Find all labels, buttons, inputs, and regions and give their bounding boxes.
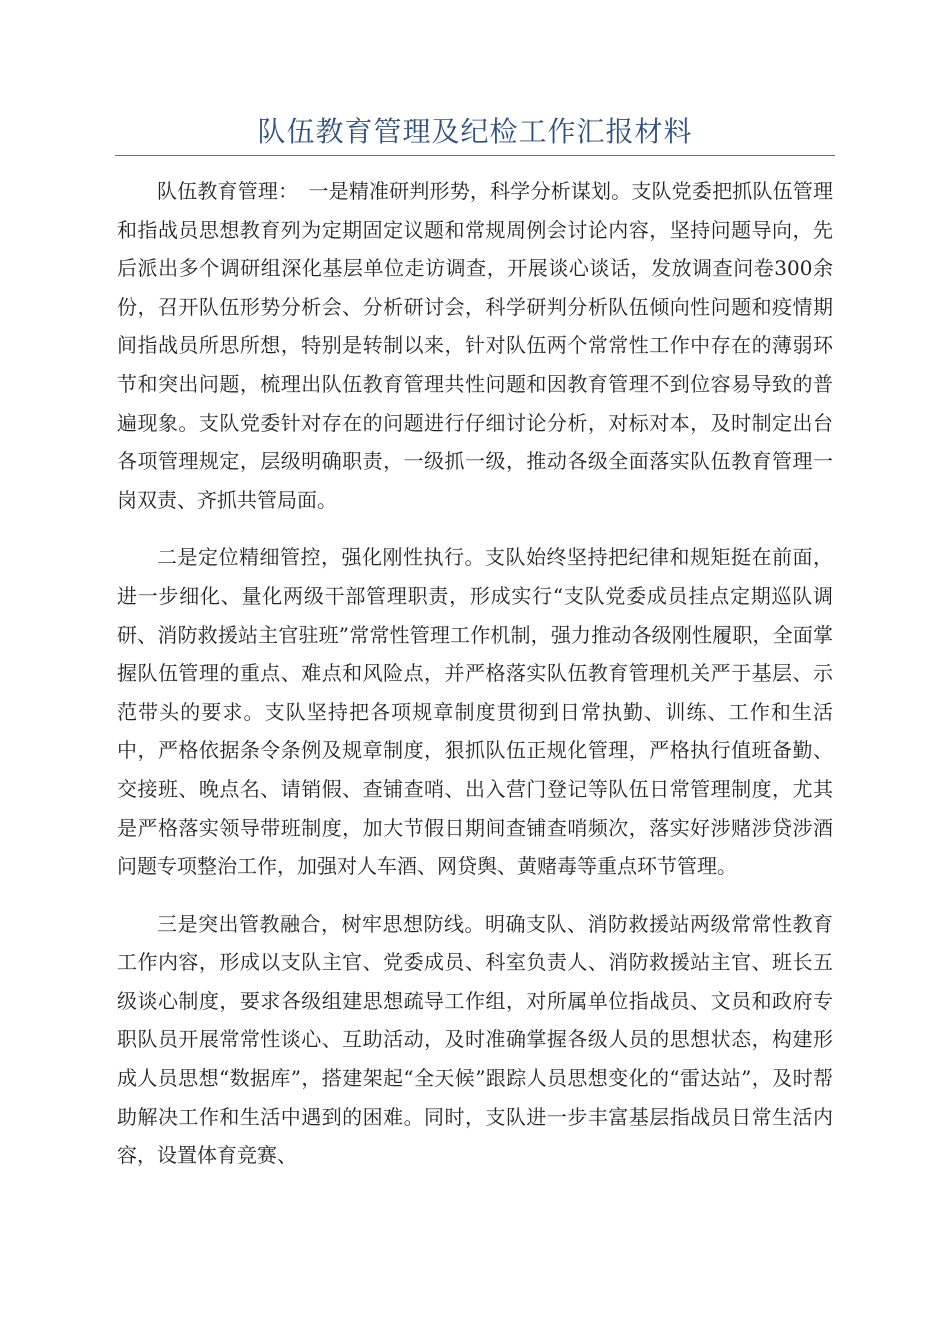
paragraph-precise-control: 二是定位精细管控，强化刚性执行。支队始终坚持把纪律和规矩挺在前面，进一步细化、量化两级干部管理职责，形成实行“支队党委成员挂点定期巡队调研、消防救援站主官驻班”常常性管理工作机制，强力推动各级刚性履职，全面掌握队伍管理的重点、难点和风险点，并严格落实队伍教育管理机关严于基层、示范带头的要求。支队坚持把各项规章制度贯彻到日常执勤、训练、工作和生活中，严格依据条令条例及规章制度，狠抓队伍正规化管理，严格执行值班备勤、交接班、晚点名、请销假、查铺查哨、出入营门登记等队伍日常管理制度，尤其是严格落实领导带班制度，加大节假日期间查铺查哨频次，落实好涉赌涉贷涉酒问题专项整治工作，加强对人车酒、网贷舆、黄赌毒等重点环节管理。: [117, 545, 833, 879]
paragraph-management-education-fusion: 三是突出管教融合，树牢思想防线。明确支队、消防救援站两级常常性教育工作内容，形成以支队主官、党委成员、科室负责人、消防救援站主官、班长五级谈心制度，要求各级组建思想疏导工作组，对所属单位指战员、文员和政府专职队员开展常常性谈心、互助活动，及时准确掌握各级人员的思想状态，构建形成人员思想“数据库”，搭建架起“全天候”跟踪人员思想变化的“雷达站”，及时帮助解决工作和生活中遇到的困难。同时，支队进一步丰富基层指战员日常生活内容，设置体育竞赛、: [117, 911, 833, 1168]
title-underline: [115, 155, 835, 156]
paragraph-education-management: 队伍教育管理： 一是精准研判形势，科学分析谋划。支队党委把抓队伍管理和指战员思想教育列为定期固定议题和常规周例会讨论内容，坚持问题导向，先后派出多个调研组深化基层单位走访调查，开展谈心谈话，发放调查问卷300余份，召开队伍形势分析会、分析研讨会，科学研判分析队伍倾向性问题和疫情期间指战员所思所想，特别是转制以来，针对队伍两个常常性工作中存在的薄弱环节和突出问题，梳理出队伍教育管理共性问题和因教育管理不到位容易导致的普遍现象。支队党委针对存在的问题进行仔细讨论分析，对标对本，及时制定出台各项管理规定，层级明确职责，一级抓一级，推动各级全面落实队伍教育管理一岗双责、齐抓共管局面。: [117, 179, 833, 512]
document-title: 队伍教育管理及纪检工作汇报材料: [257, 115, 693, 148]
document-body: [117, 172, 833, 1194]
